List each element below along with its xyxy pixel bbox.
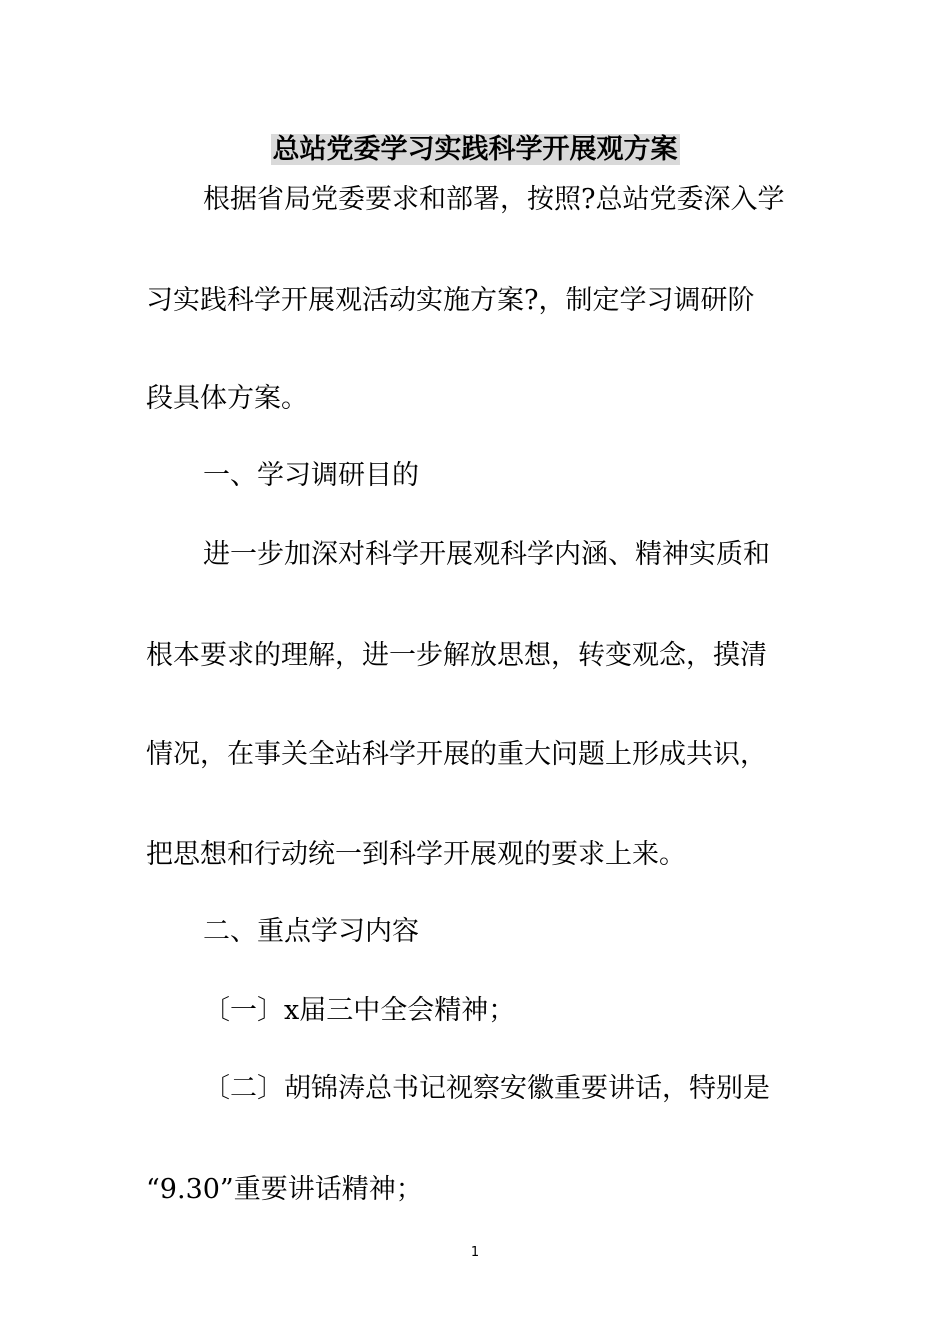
paragraph-line: 情况，在事关全站科学开展的重大问题上形成共识， [146, 739, 767, 770]
paragraph-line: 根本要求的理解，进一步解放思想，转变观念，摸清 [146, 640, 767, 671]
document-title-text: 总站党委学习实践科学开展观方案 [272, 134, 678, 165]
paragraph-line: 段具体方案。 [146, 383, 308, 414]
list-item: 〔一〕x届三中全会精神； [203, 995, 516, 1026]
paragraph-line: 根据省局党委要求和部署，按照?总站党委深入学 [203, 184, 785, 215]
paragraph-line: 把思想和行动统一到科学开展观的要求上来。 [146, 839, 686, 870]
section-heading: 二、重点学习内容 [203, 916, 419, 947]
list-item: 〔二〕胡锦涛总书记视察安徽重要讲话，特别是 [203, 1073, 770, 1104]
section-heading: 一、学习调研目的 [203, 460, 419, 491]
paragraph-line: “9.30”重要讲话精神； [146, 1174, 423, 1205]
page-number: 1 [470, 1245, 480, 1260]
paragraph-line: 进一步加深对科学开展观科学内涵、精神实质和 [203, 539, 770, 570]
document-title [0, 128, 950, 172]
paragraph-line: 习实践科学开展观活动实施方案?，制定学习调研阶 [146, 285, 755, 316]
